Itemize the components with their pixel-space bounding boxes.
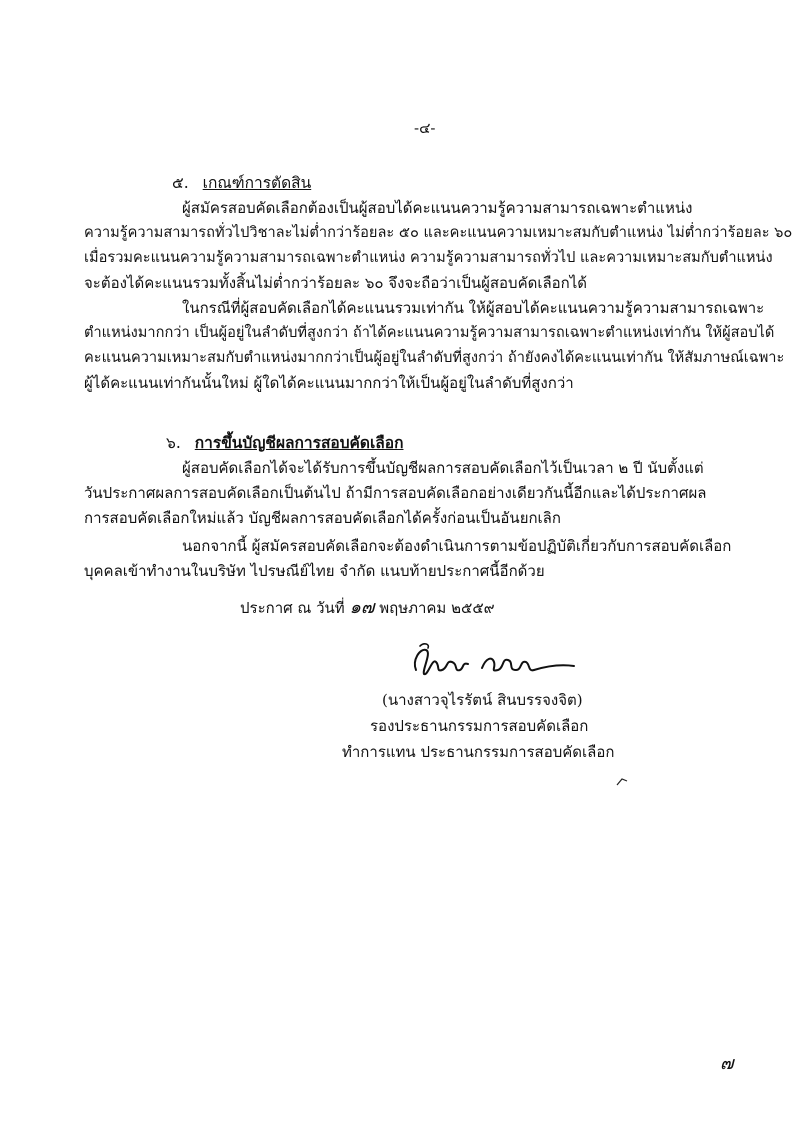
signatory-position: รองประธานกรรมการสอบคัดเลือก (370, 717, 589, 735)
section-5-line: ผู้ได้คะแนนเท่ากันนั้นใหม่ ผู้ใดได้คะแนนมากกว่าให้เป็นผู้อยู่ในลำดับที่สูงกว่า (84, 374, 574, 392)
section-6-title: การขึ้นบัญชีผลการสอบคัดเลือก (194, 433, 404, 452)
section-6-line: วันประกาศผลการสอบคัดเลือกเป็นต้นไป ถ้ามีการสอบคัดเลือกอย่างเดียวกันนี้อีกและได้ประกาศผล (84, 484, 707, 502)
section-5-line: ผู้สมัครสอบคัดเลือกต้องเป็นผู้สอบได้คะแนนความรู้ความสามารถเฉพาะตำแหน่ง (182, 199, 693, 217)
page-number: -๔- (414, 119, 436, 137)
handwritten-signature (402, 640, 582, 686)
section-6-number: ๖. (166, 434, 181, 452)
section-6-heading (166, 430, 403, 455)
section-5-title: เกณฑ์การตัดสิน (202, 174, 312, 192)
section-5-line: ความรู้ความสามารถทั่วไปวิชาละไม่ต่ำกว่าร้อยละ ๕๐ และคะแนนความเหมาะสมกับตำแหน่ง ไม่ต่ำกว่าร้อยละ ๖๐ (84, 224, 793, 241)
section-5-line: ตำแหน่งมากกว่า เป็นผู้อยู่ในลำดับที่สูงกว่า ถ้าได้คะแนนความรู้ความสามารถเฉพาะตำแหน่งเท่ากัน ให้ผู้สอบได้ (84, 324, 775, 341)
signatory-acting: ทำการแทน ประธานกรรมการสอบคัดเลือก (342, 743, 615, 761)
section-5-line: จะต้องได้คะแนนรวมทั้งสิ้นไม่ต่ำกว่าร้อยละ ๖๐ จึงจะถือว่าเป็นผู้สอบคัดเลือกได้ (84, 274, 588, 292)
signatory-name: (นางสาวจุไรรัตน์ สินบรรจงจิต) (382, 691, 583, 709)
section-6-line: การสอบคัดเลือกใหม่แล้ว บัญชีผลการสอบคัดเลือกได้ครั้งก่อนเป็นอันยกเลิก (84, 509, 561, 527)
section-5-number: ๕. (172, 174, 189, 192)
section-5-heading (172, 170, 311, 195)
section-5-line: ในกรณีที่ผู้สอบคัดเลือกได้คะแนนรวมเท่ากัน ให้ผู้สอบได้คะแนนความรู้ความสามารถเฉพาะ (182, 299, 765, 317)
section-5-line: เมื่อรวมคะแนนความรู้ความสามารถเฉพาะตำแหน่ง ความรู้ความสามารถทั่วไป และความเหมาะสมกับตำแหน่ง (84, 249, 773, 266)
section-6-line: ผู้สอบคัดเลือกได้จะได้รับการขึ้นบัญชีผลการสอบคัดเลือกไว้เป็นเวลา ๒ ปี นับตั้งแต่ (182, 459, 704, 477)
announcement-date (240, 598, 495, 618)
section-6-line: นอกจากนี้ ผู้สมัครสอบคัดเลือกจะต้องดำเนินการตามข้อปฏิบัติเกี่ยวกับการสอบคัดเลือก (182, 537, 732, 555)
announcement-prefix: ประกาศ ณ วันที่ (240, 599, 345, 617)
section-6-line: บุคคลเข้าทำงานในบริษัท ไปรษณีย์ไทย จำกัด แนบท้ายประกาศนี้อีกด้วย (84, 562, 545, 580)
section-5-line: คะแนนความเหมาะสมกับตำแหน่งมากกว่าเป็นผู้อยู่ในลำดับที่สูงกว่า ถ้ายังคงได้คะแนนเท่ากัน ให้สัมภาษณ์เฉพาะ (84, 349, 785, 366)
announcement-month-year: พฤษภาคม ๒๕๕๙ (379, 599, 495, 617)
page-initials: ๗ (720, 1053, 734, 1074)
stray-mark (616, 776, 628, 786)
announcement-day: ๑๗ (349, 597, 375, 618)
